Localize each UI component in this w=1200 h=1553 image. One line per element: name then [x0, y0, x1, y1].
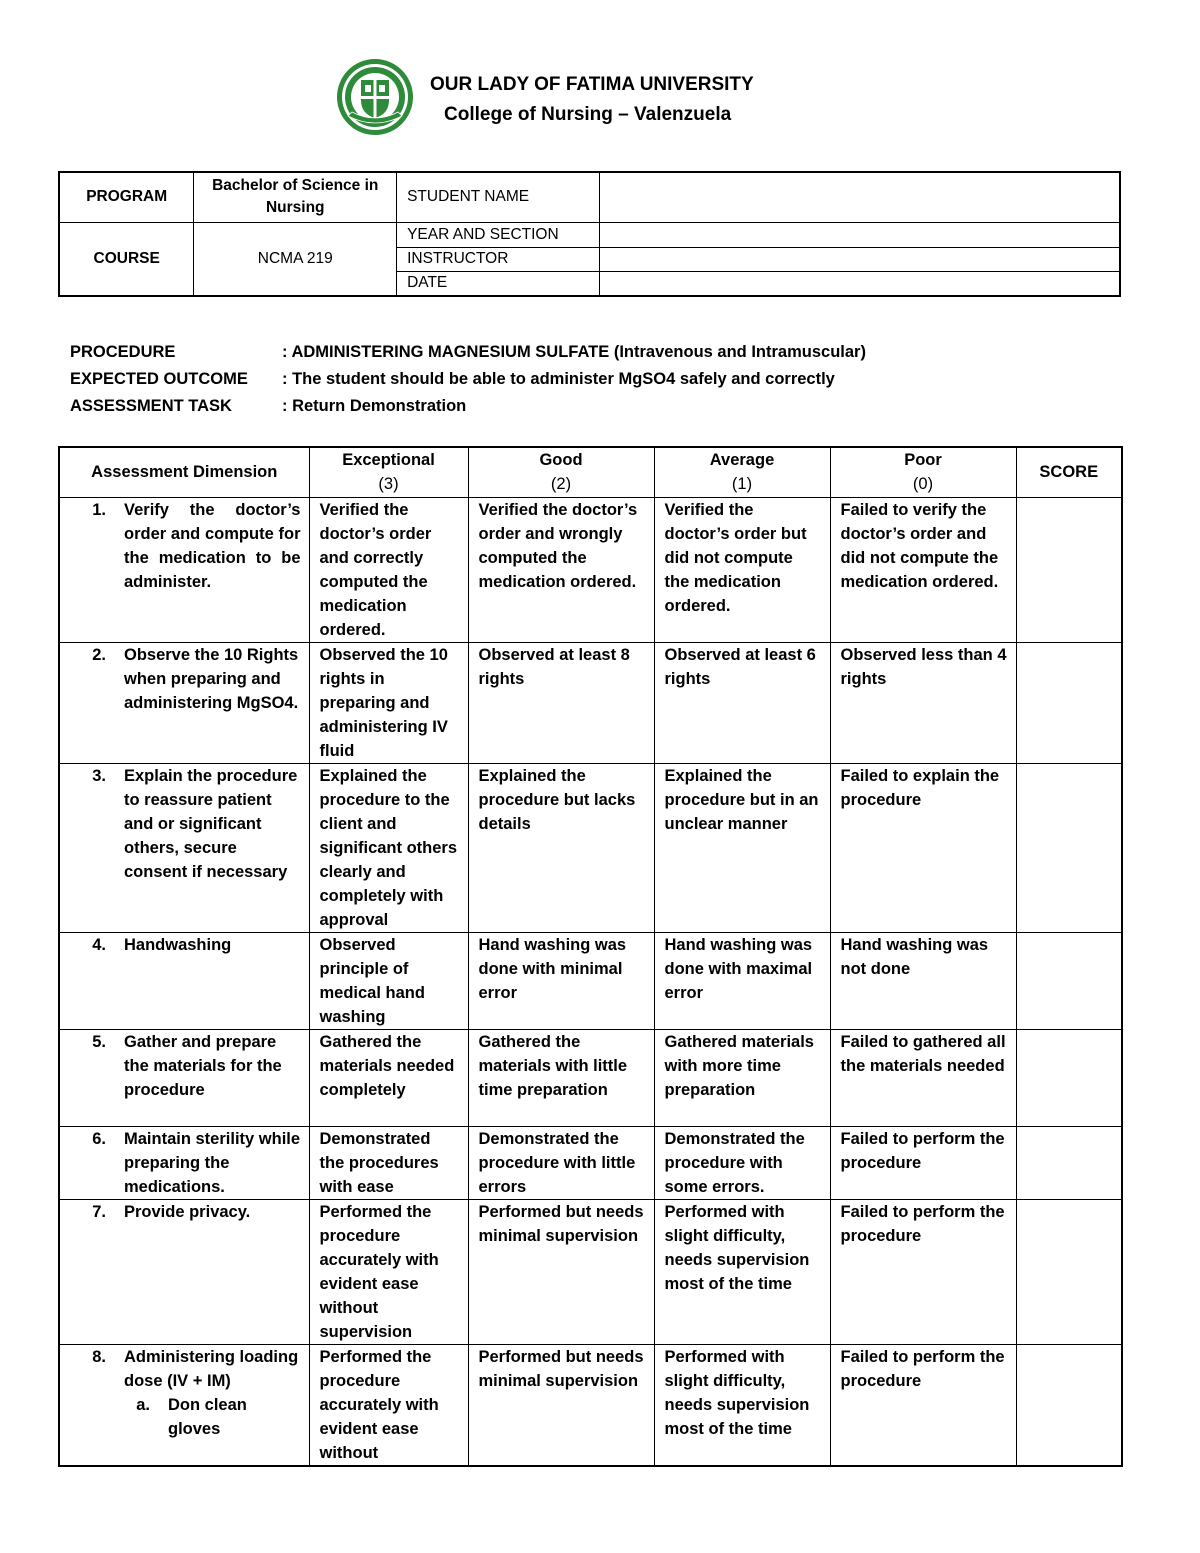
good-cell: Verified the doctor’s order and wrongly computed the medication ordered.: [468, 497, 654, 642]
table-row: [59, 932, 1122, 1029]
assessment-task-label: ASSESSMENT TASK: [70, 397, 232, 415]
average-cell: Performed with slight difficulty, needs supervision most of the time: [654, 1344, 830, 1466]
poor-cell: Failed to perform the procedure: [830, 1126, 1016, 1199]
table-row: [59, 1344, 1122, 1466]
date-field[interactable]: [599, 271, 1120, 296]
university-seal-logo: [336, 58, 414, 136]
procedure-label: PROCEDURE: [70, 343, 176, 361]
header-exceptional: Exceptional (3): [309, 447, 468, 497]
score-cell[interactable]: [1016, 763, 1122, 932]
exceptional-cell: Observed principle of medical hand washing: [309, 932, 468, 1029]
dimension-cell: 1. Verify the doctor’s order and compute for the medication to be administer.: [59, 497, 309, 642]
header-good: Good (2): [468, 447, 654, 497]
exceptional-cell: Performed the procedure accurately with evident ease without supervision: [309, 1199, 468, 1344]
good-cell: Explained the procedure but lacks details: [468, 763, 654, 932]
program-value: Bachelor of Science in Nursing: [194, 172, 397, 222]
good-cell: Observed at least 8 rights: [468, 642, 654, 763]
average-cell: Observed at least 6 rights: [654, 642, 830, 763]
good-cell: Performed but needs minimal supervision: [468, 1199, 654, 1344]
average-cell: Verified the doctor’s order but did not compute the medication ordered.: [654, 497, 830, 642]
dimension-cell: 5. Gather and prepare the materials for the procedure: [59, 1029, 309, 1126]
dimension-cell: 3. Explain the procedure to reassure patient and or significant others, secure consent if necessary: [59, 763, 309, 932]
score-cell[interactable]: [1016, 1029, 1122, 1126]
header-score: SCORE: [1016, 447, 1122, 497]
table-row: [59, 642, 1122, 763]
year-section-label: YEAR AND SECTION: [397, 222, 600, 247]
score-cell[interactable]: [1016, 497, 1122, 642]
average-cell: Gathered materials with more time preparation: [654, 1029, 830, 1126]
header-assessment-dimension: Assessment Dimension: [59, 447, 309, 497]
university-name: OUR LADY OF FATIMA UNIVERSITY: [430, 74, 754, 95]
table-row: [59, 1199, 1122, 1344]
expected-outcome-value: : The student should be able to administer MgSO4 safely and correctly: [282, 370, 835, 388]
assessment-task-value: : Return Demonstration: [282, 397, 467, 415]
expected-outcome-label: EXPECTED OUTCOME: [70, 370, 248, 388]
exceptional-cell: Verified the doctor’s order and correctly computed the medication ordered.: [309, 497, 468, 642]
average-cell: Hand washing was done with maximal error: [654, 932, 830, 1029]
table-row: [59, 763, 1122, 932]
year-section-field[interactable]: [599, 222, 1120, 247]
procedure-details: [70, 343, 866, 424]
poor-cell: Failed to gathered all the materials needed: [830, 1029, 1016, 1126]
college-name: College of Nursing – Valenzuela: [444, 104, 732, 125]
exceptional-cell: Explained the procedure to the client and significant others clearly and completely with approval: [309, 763, 468, 932]
score-cell[interactable]: [1016, 932, 1122, 1029]
student-name-field[interactable]: [599, 172, 1120, 222]
average-cell: Explained the procedure but in an unclear manner: [654, 763, 830, 932]
instructor-field[interactable]: [599, 247, 1120, 271]
dimension-cell: 4. Handwashing: [59, 932, 309, 1029]
table-row: [59, 1029, 1122, 1126]
poor-cell: Observed less than 4 rights: [830, 642, 1016, 763]
dimension-cell: 6. Maintain sterility while preparing the medications.: [59, 1126, 309, 1199]
rubric-header-row: [59, 447, 1122, 497]
poor-cell: Failed to explain the procedure: [830, 763, 1016, 932]
average-cell: Performed with slight difficulty, needs supervision most of the time: [654, 1199, 830, 1344]
dimension-cell: 2. Observe the 10 Rights when preparing and administering MgSO4.: [59, 642, 309, 763]
header-poor: Poor (0): [830, 447, 1016, 497]
exceptional-cell: Gathered the materials needed completely: [309, 1029, 468, 1126]
good-cell: Gathered the materials with little time preparation: [468, 1029, 654, 1126]
average-cell: Demonstrated the procedure with some errors.: [654, 1126, 830, 1199]
score-cell[interactable]: [1016, 1344, 1122, 1466]
course-label: COURSE: [59, 222, 194, 296]
procedure-value: : ADMINISTERING MAGNESIUM SULFATE (Intravenous and Intramuscular): [282, 343, 866, 361]
dimension-cell: 8. Administering loading dose (IV + IM) a. Don clean gloves: [59, 1344, 309, 1466]
good-cell: Performed but needs minimal supervision: [468, 1344, 654, 1466]
table-row: [59, 497, 1122, 642]
table-row: [59, 1126, 1122, 1199]
score-cell[interactable]: [1016, 1199, 1122, 1344]
assessment-rubric-table: [58, 446, 1123, 1467]
document-header: [0, 58, 1200, 142]
poor-cell: Failed to verify the doctor’s order and did not compute the medication ordered.: [830, 497, 1016, 642]
exceptional-cell: Demonstrated the procedures with ease: [309, 1126, 468, 1199]
dimension-cell: 7. Provide privacy.: [59, 1199, 309, 1344]
student-name-label: STUDENT NAME: [397, 172, 600, 222]
header-average: Average (1): [654, 447, 830, 497]
poor-cell: Failed to perform the procedure: [830, 1344, 1016, 1466]
program-label: PROGRAM: [59, 172, 194, 222]
score-cell[interactable]: [1016, 642, 1122, 763]
date-label: DATE: [397, 271, 600, 296]
good-cell: Demonstrated the procedure with little errors: [468, 1126, 654, 1199]
poor-cell: Hand washing was not done: [830, 932, 1016, 1029]
student-info-table: [58, 171, 1121, 297]
instructor-label: INSTRUCTOR: [397, 247, 600, 271]
exceptional-cell: Performed the procedure accurately with evident ease without: [309, 1344, 468, 1466]
exceptional-cell: Observed the 10 rights in preparing and administering IV fluid: [309, 642, 468, 763]
poor-cell: Failed to perform the procedure: [830, 1199, 1016, 1344]
score-cell[interactable]: [1016, 1126, 1122, 1199]
good-cell: Hand washing was done with minimal error: [468, 932, 654, 1029]
course-value: NCMA 219: [194, 222, 397, 296]
